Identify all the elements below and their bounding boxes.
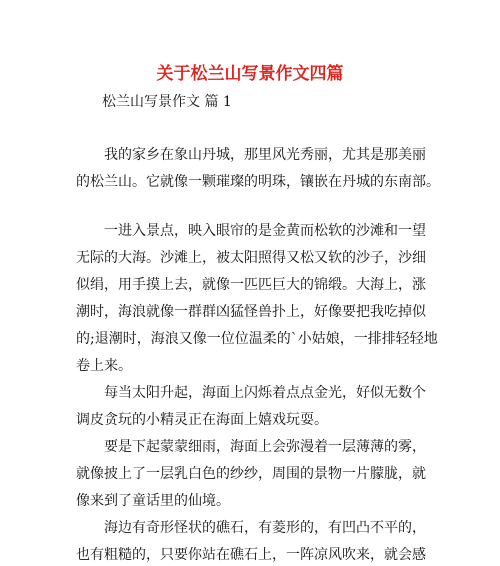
paragraph-line: 似绢，用手摸上去，就像一匹匹巨大的锦缎。大海上，涨 [76, 277, 426, 293]
page-title: 关于松兰山写景作文四篇 [156, 64, 344, 84]
paragraph-line: 无际的大海。沙滩上，被太阳照得又松又软的沙子，沙细 [76, 250, 426, 266]
paragraph-line: 要是下起蒙蒙细雨，海面上会弥漫着一层薄薄的雾， [104, 439, 426, 455]
paragraph-line: 就像披上了一层乳白色的纱纱，周围的景物一片朦胧，就 [76, 466, 426, 482]
paragraph-line: 也有粗糙的，只要你站在礁石上，一阵凉风吹来，就会感 [76, 547, 426, 563]
paragraph-line: 海边有奇形怪状的礁石，有菱形的，有凹凸不平的， [104, 520, 426, 536]
paragraph-line: 的;退潮时，海浪又像一位位温柔的`小姑娘，一排排轻轻地 [76, 331, 438, 347]
paragraph-line: 一进入景点，映入眼帘的是金黄而松软的沙滩和一望 [104, 223, 426, 239]
paragraph-line: 的松兰山。它就像一颗璀璨的明珠，镶嵌在丹城的东南部。 [76, 174, 440, 190]
paragraph-line: 每当太阳升起，海面上闪烁着点点金光，好似无数个 [104, 385, 426, 401]
paragraph-line: 卷上来。 [76, 358, 132, 374]
paragraph-line: 我的家乡在象山丹城，那里风光秀丽，尤其是那美丽 [104, 147, 426, 163]
paragraph-line: 潮时，海浪就像一群群凶猛怪兽扑上，好像要把我吃掉似 [76, 304, 426, 320]
paragraph-line: 像来到了童话里的仙境。 [76, 493, 230, 509]
paragraph-line: 调皮贪玩的小精灵正在海面上嬉戏玩耍。 [76, 412, 328, 428]
subheading: 松兰山写景作文 篇 1 [102, 94, 232, 110]
